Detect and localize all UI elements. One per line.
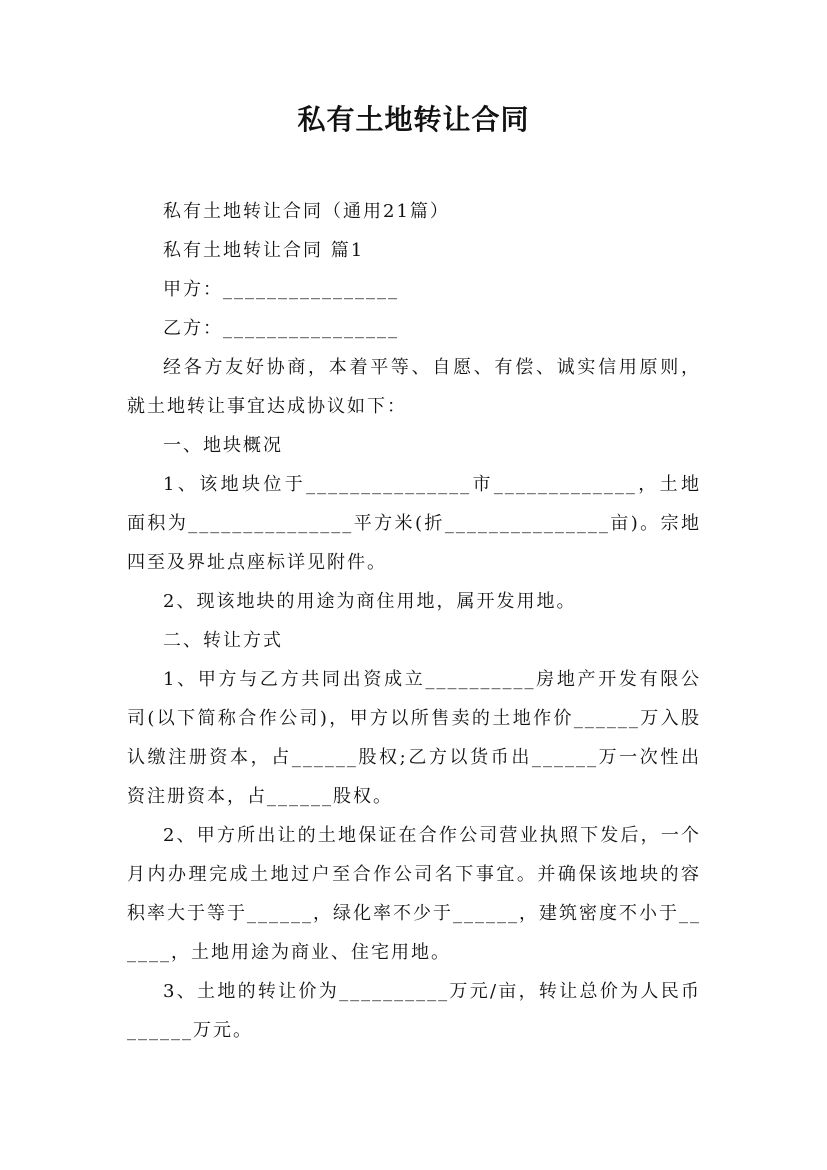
paragraph-heading-land-overview: 一、地块概况 bbox=[163, 435, 283, 456]
paragraph-preamble: 经各方友好协商，本着平等、自愿、有偿、诚实信用原则，就土地转让事宜达成协议如下： bbox=[127, 357, 701, 417]
paragraph-transfer-price: 3、土地的转让价为__________万元/亩，转让总价为人民币______万元。 bbox=[127, 981, 701, 1041]
paragraph-land-location: 1、该地块位于_______________市_____________，土地面积为_______________平方米(折_______________亩)。宗地四至及界址点座标详见附件。 bbox=[127, 474, 701, 573]
paragraph-transfer-guarantee: 2、甲方所出让的土地保证在合作公司营业执照下发后，一个月内办理完成土地过户至合作公司名下事宜。并确保该地块的容积率大于等于______，绿化率不少于______，建筑密度不小于______，土地用途为商业、住宅用地。 bbox=[127, 825, 701, 963]
document-body bbox=[127, 192, 701, 1050]
paragraph-subtitle: 私有土地转让合同（通用21篇） bbox=[163, 201, 450, 222]
paragraph-party-b: 乙方：________________ bbox=[163, 318, 399, 339]
paragraph-land-use: 2、现该地块的用途为商住用地，属开发用地。 bbox=[163, 591, 577, 612]
paragraph-heading-transfer-method: 二、转让方式 bbox=[163, 630, 283, 651]
paragraph-section-heading: 私有土地转让合同 篇1 bbox=[163, 240, 365, 261]
document-title: 私有土地转让合同 bbox=[297, 103, 530, 136]
paragraph-joint-company: 1、甲方与乙方共同出资成立__________房地产开发有限公司(以下简称合作公司)，甲方以所售卖的土地作价______万入股认缴注册资本，占______股权;乙方以货币出______万一次性出资注册资本，占______股权。 bbox=[127, 669, 701, 807]
paragraph-party-a: 甲方：________________ bbox=[163, 279, 399, 300]
